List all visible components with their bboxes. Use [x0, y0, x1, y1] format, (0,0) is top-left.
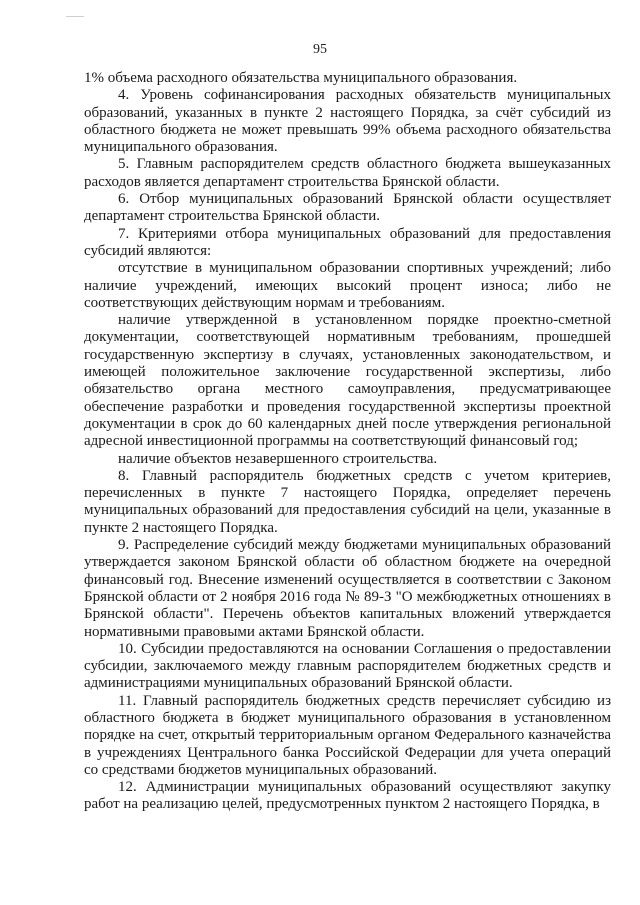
- paragraph-item-8: 8. Главный распорядитель бюджетных средств с учетом критериев, перечисленных в пункте 7 настоящего Порядка, определяет перечень муниципальных образований для предоставления субсидий на цели, указанные в пункте 2 настоящего Порядка.: [84, 467, 611, 536]
- scan-mark: [66, 16, 84, 17]
- paragraph-criterion-1: отсутствие в муниципальном образовании спортивных учреждений; либо наличие учреждений, имеющих высокий процент износа; либо не соответствующих действующим нормам и требованиям.: [84, 260, 611, 311]
- document-body: [84, 70, 611, 814]
- paragraph-criterion-3: наличие объектов незавершенного строительства.: [118, 450, 438, 467]
- paragraph-item-11: 11. Главный распорядитель бюджетных средств перечисляет субсидию из областного бюджета в бюджет муниципального образования в установленном порядке на счет, открытый территориальным органом Федерального казначейства в учреждениях Центрального банка Российской Федерации для учета операций со средствами бюджетов муниципальных образований.: [84, 692, 611, 778]
- paragraph-item-4: 4. Уровень софинансирования расходных обязательств муниципальных образований, указанных в пункте 2 настоящего Порядка, за счёт субсидий из областного бюджета не может превышать 99% объема расходного обязательства муниципального образования.: [84, 87, 611, 156]
- paragraph-item-7: 7. Критериями отбора муниципальных образований для предоставления субсидий являются:: [84, 225, 611, 259]
- paragraph-item-9: 9. Распределение субсидий между бюджетами муниципальных образований утверждается законом Брянской области об областном бюджете на очередной финансовый год. Внесение изменений осуществляется в соответствии с Законом Брянской области от 2 ноября 2016 года № 89-З "О межбюджетных отношениях в Брянской области". Перечень объектов капитальных вложений утверждается нормативными правовыми актами Брянской области.: [84, 537, 611, 640]
- page-number: 95: [313, 42, 327, 57]
- paragraph-item-6: 6. Отбор муниципальных образований Брянской области осуществляет департамент строительства Брянской области.: [84, 191, 611, 225]
- paragraph-item-10: 10. Субсидии предоставляются на основании Соглашения о предоставлении субсидии, заключаемого между главным распорядителем бюджетных средств и администрациями муниципальных образований Брянской области.: [84, 640, 611, 692]
- paragraph-item-5: 5. Главным распорядителем средств областного бюджета вышеуказанных расходов является департамент строительства Брянской области.: [84, 156, 611, 190]
- paragraph-criterion-2: наличие утвержденной в установленном порядке проектно-сметной документации, соответствующей нормативным требованиям, прошедшей государственную экспертизу в случаях, установленных законодательством, и имеющей положительное заключение государственной экспертизы, либо обязательство органа местного самоуправления, предусматривающее обеспечение разработки и проведения государственной экспертизы проектной документации в срок до 60 календарных дней после утверждения региональной адресной инвестиционной программы на соответствующий финансовый год;: [84, 312, 611, 450]
- paragraph-item-12: 12. Администрации муниципальных образований осуществляют закупку работ на реализацию целей, предусмотренных пунктом 2 настоящего Порядка, в: [84, 779, 611, 813]
- paragraph-continuation: 1% объема расходного обязательства муниципального образования.: [84, 70, 518, 86]
